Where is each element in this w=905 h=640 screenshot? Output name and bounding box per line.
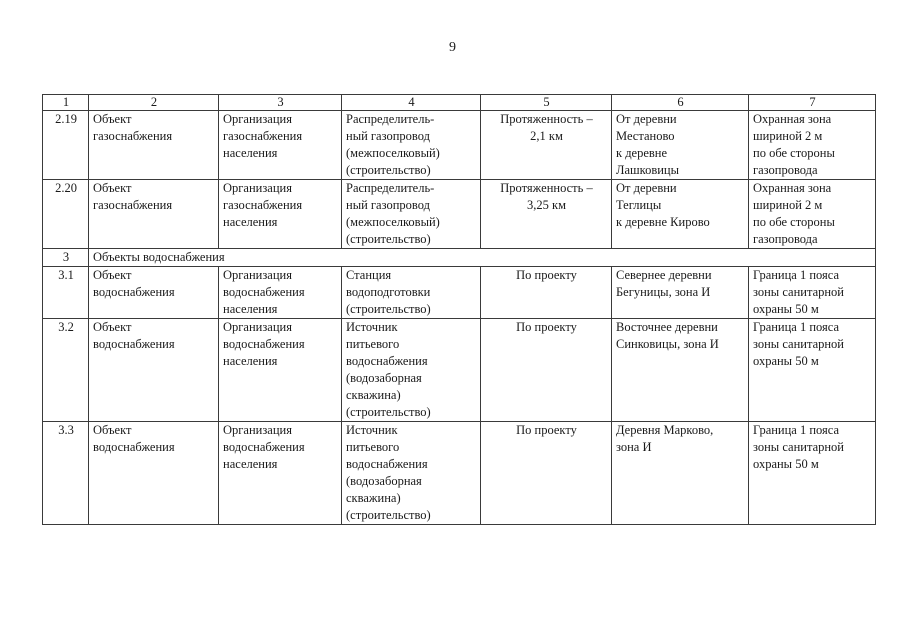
row-number-cell: 2.20	[43, 180, 89, 249]
characteristics-cell: По проекту	[481, 319, 612, 422]
location-cell: Севернее деревни Бегуницы, зона И	[612, 267, 749, 319]
column-header: 3	[219, 95, 342, 111]
table-row	[43, 111, 876, 180]
zone-cell: Граница 1 пояса зоны санитарной охраны 50 м	[749, 319, 876, 422]
object-type-cell: Объект водоснабжения	[89, 319, 219, 422]
row-number-cell: 3.1	[43, 267, 89, 319]
location-cell: Восточнее деревни Синковицы, зона И	[612, 319, 749, 422]
page-number: 9	[449, 40, 456, 55]
row-number-cell: 3.2	[43, 319, 89, 422]
column-header: 5	[481, 95, 612, 111]
table-row	[43, 319, 876, 422]
table-body	[43, 95, 876, 525]
object-name-cell: Распределитель- ный газопровод (межпоселковый) (строительство)	[342, 180, 481, 249]
object-type-cell: Объект газоснабжения	[89, 111, 219, 180]
object-type-cell: Объект газоснабжения	[89, 180, 219, 249]
column-header: 1	[43, 95, 89, 111]
location-cell: От деревни Теглицы к деревне Кирово	[612, 180, 749, 249]
characteristics-cell: Протяженность – 2,1 км	[481, 111, 612, 180]
location-cell: Деревня Марково, зона И	[612, 422, 749, 525]
row-number-cell: 3.3	[43, 422, 89, 525]
zone-cell: Граница 1 пояса зоны санитарной охраны 50 м	[749, 267, 876, 319]
table-row	[43, 422, 876, 525]
column-header: 4	[342, 95, 481, 111]
column-header: 6	[612, 95, 749, 111]
column-number-row	[43, 95, 876, 111]
purpose-cell: Организация водоснабжения населения	[219, 319, 342, 422]
object-name-cell: Станция водоподготовки (строительство)	[342, 267, 481, 319]
zone-cell: Охранная зона шириной 2 м по обе стороны газопровода	[749, 111, 876, 180]
section-row	[43, 249, 876, 267]
object-name-cell: Распределитель- ный газопровод (межпоселковый) (строительство)	[342, 111, 481, 180]
object-type-cell: Объект водоснабжения	[89, 422, 219, 525]
section-title-cell: Объекты водоснабжения	[89, 249, 876, 267]
document-table	[42, 94, 876, 525]
purpose-cell: Организация водоснабжения населения	[219, 422, 342, 525]
purpose-cell: Организация газоснабжения населения	[219, 180, 342, 249]
object-type-cell: Объект водоснабжения	[89, 267, 219, 319]
table-row	[43, 180, 876, 249]
row-number-cell: 2.19	[43, 111, 89, 180]
table-row	[43, 267, 876, 319]
column-header: 2	[89, 95, 219, 111]
zone-cell: Граница 1 пояса зоны санитарной охраны 50 м	[749, 422, 876, 525]
column-header: 7	[749, 95, 876, 111]
characteristics-cell: По проекту	[481, 422, 612, 525]
object-name-cell: Источник питьевого водоснабжения (водозаборная скважина) (строительство)	[342, 422, 481, 525]
purpose-cell: Организация водоснабжения населения	[219, 267, 342, 319]
characteristics-cell: По проекту	[481, 267, 612, 319]
row-number-cell: 3	[43, 249, 89, 267]
object-name-cell: Источник питьевого водоснабжения (водозаборная скважина) (строительство)	[342, 319, 481, 422]
purpose-cell: Организация газоснабжения населения	[219, 111, 342, 180]
zone-cell: Охранная зона шириной 2 м по обе стороны газопровода	[749, 180, 876, 249]
characteristics-cell: Протяженность – 3,25 км	[481, 180, 612, 249]
location-cell: От деревни Местаново к деревне Лашковицы	[612, 111, 749, 180]
